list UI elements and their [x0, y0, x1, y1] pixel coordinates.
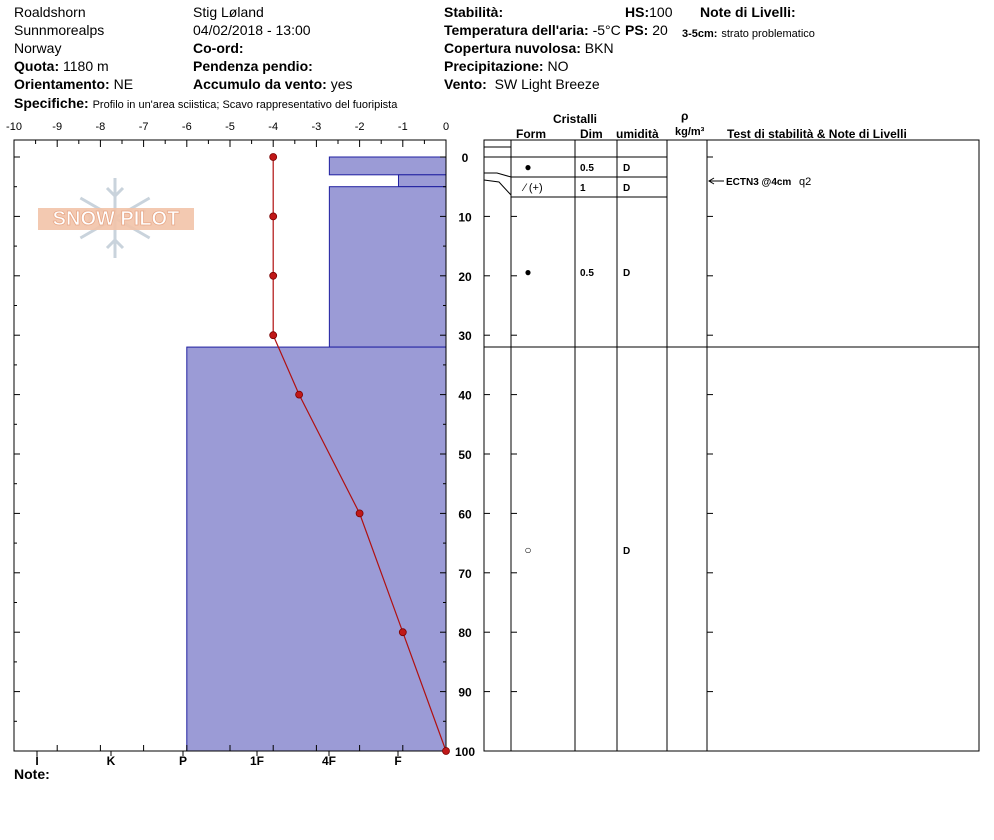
depth-tick-label: 40 [458, 388, 472, 403]
air-temp-value: -5°C [592, 22, 621, 38]
stability-label: Stabilità: [444, 4, 504, 20]
crystal-size: 0.5 [580, 163, 594, 174]
col-density-unit: kg/m³ [675, 126, 705, 138]
col-size: Dim [580, 127, 603, 141]
wind-value: SW Light Breeze [494, 76, 600, 92]
depth-tick-label: 50 [458, 448, 472, 462]
layer-connector [484, 173, 511, 177]
temp-tick-label: 0 [442, 121, 450, 133]
crystal-moisture: D [623, 268, 631, 279]
depth-tick-label: 70 [458, 566, 472, 581]
temp-tick-label: -7 [138, 121, 149, 133]
cloud-value: BKN [584, 40, 614, 56]
wind-label: Vento: [444, 76, 487, 92]
hardness-bar [398, 175, 446, 187]
layer-notes-label: Note di Livelli: [700, 4, 796, 20]
logo-text: SNOW PILOT [52, 208, 180, 230]
temperature-point [270, 213, 277, 220]
temp-tick-label: -10 [6, 121, 22, 133]
crystal-size: 0.5 [580, 268, 594, 279]
wind-load-label: Accumulo da vento: [193, 76, 327, 92]
specifics-label: Specifiche: [14, 95, 89, 111]
temperature-point [270, 272, 277, 279]
precip-label: Precipitazione: [444, 58, 544, 74]
temperature-point [443, 748, 450, 755]
temp-tick-label: -6 [181, 121, 192, 133]
air-temp-label: Temperatura dell'aria: [444, 22, 589, 38]
col-crystals: Cristalli [553, 112, 598, 126]
snowpilot-logo [38, 178, 194, 258]
depth-tick-label: 0 [461, 151, 469, 165]
coord-label: Co-ord: [193, 40, 244, 56]
altitude-label: Quota: [14, 58, 60, 74]
ps-value: 20 [652, 22, 668, 38]
crystal-form: ● [524, 265, 532, 279]
temp-tick-label: -2 [354, 121, 365, 133]
crystal-moisture: D [623, 163, 631, 174]
temperature-point [270, 332, 277, 339]
problem-layer-text: strato problematico [721, 28, 815, 40]
hs-label: HS: [625, 4, 650, 20]
stability-test-label: ECTN3 @4cm [726, 177, 792, 188]
temp-tick-label: -9 [52, 121, 63, 133]
temperature-point [356, 510, 363, 517]
crystal-form: ⁄ (+) [524, 182, 543, 194]
hardness-tick-label: K [106, 754, 116, 768]
region: Sunnmorealps [14, 22, 105, 38]
col-rho: ρ [681, 109, 689, 123]
depth-tick-label: 10 [458, 210, 472, 225]
col-form: Form [516, 127, 546, 141]
depth-tick-label: 60 [458, 507, 472, 522]
col-stability-notes: Test di stabilità & Note di Livelli [727, 127, 907, 141]
crystal-moisture: D [623, 183, 631, 194]
stability-test-quality: q2 [799, 176, 812, 188]
depth-tick-label: 80 [458, 626, 472, 641]
depth-tick-label: 30 [458, 329, 472, 344]
specifics-value: Profilo in un'area sciistica; Scavo rappresentativo del fuoripista [92, 99, 398, 111]
country: Norway [14, 40, 62, 56]
temp-tick-label: -3 [311, 121, 322, 133]
problem-layer-range: 3-5cm: [682, 28, 718, 40]
crystal-form: ● [524, 160, 532, 174]
layer-connector [484, 180, 511, 195]
notes-label: Note: [14, 766, 50, 782]
cloud-label: Copertura nuvolosa: [444, 40, 581, 56]
temperature-point [296, 391, 303, 398]
precip-value: NO [547, 58, 569, 74]
temp-tick-label: -4 [268, 121, 279, 133]
hardness-tick-label: P [178, 754, 188, 768]
temp-tick-label: -1 [397, 121, 408, 133]
temp-tick-label: -8 [95, 121, 106, 133]
temp-tick-label: -5 [225, 121, 235, 133]
ps-label: PS: [625, 22, 649, 38]
crystal-form: ○ [524, 543, 532, 557]
hardness-tick-label: 1F [249, 754, 265, 768]
col-moisture: umidità [616, 127, 659, 141]
depth-tick-label: 100 [454, 745, 476, 759]
hs-value: 100 [649, 4, 673, 20]
temperature-point [270, 154, 277, 161]
crystal-size: 1 [580, 183, 586, 194]
observer: Stig Løland [193, 4, 264, 20]
hardness-bar [329, 187, 446, 347]
wind-load-value: yes [330, 76, 353, 92]
hardness-tick-label: I [35, 754, 39, 768]
aspect-label: Orientamento: [14, 76, 110, 92]
layer-table-frame [484, 140, 979, 751]
hardness-tick-label: 4F [321, 754, 337, 768]
crystal-moisture: D [623, 546, 631, 557]
slope-label: Pendenza pendio: [193, 58, 313, 74]
hardness-tick-label: F [394, 754, 402, 768]
temperature-point [399, 629, 406, 636]
depth-tick-label: 20 [458, 269, 472, 284]
location: Roaldshorn [14, 4, 86, 20]
datetime: 04/02/2018 - 13:00 [193, 22, 311, 38]
altitude-value: 1180 m [63, 58, 109, 74]
hardness-bar [187, 347, 446, 751]
aspect-value: NE [113, 76, 134, 92]
depth-tick-label: 90 [458, 685, 472, 700]
hardness-bar [329, 157, 446, 175]
